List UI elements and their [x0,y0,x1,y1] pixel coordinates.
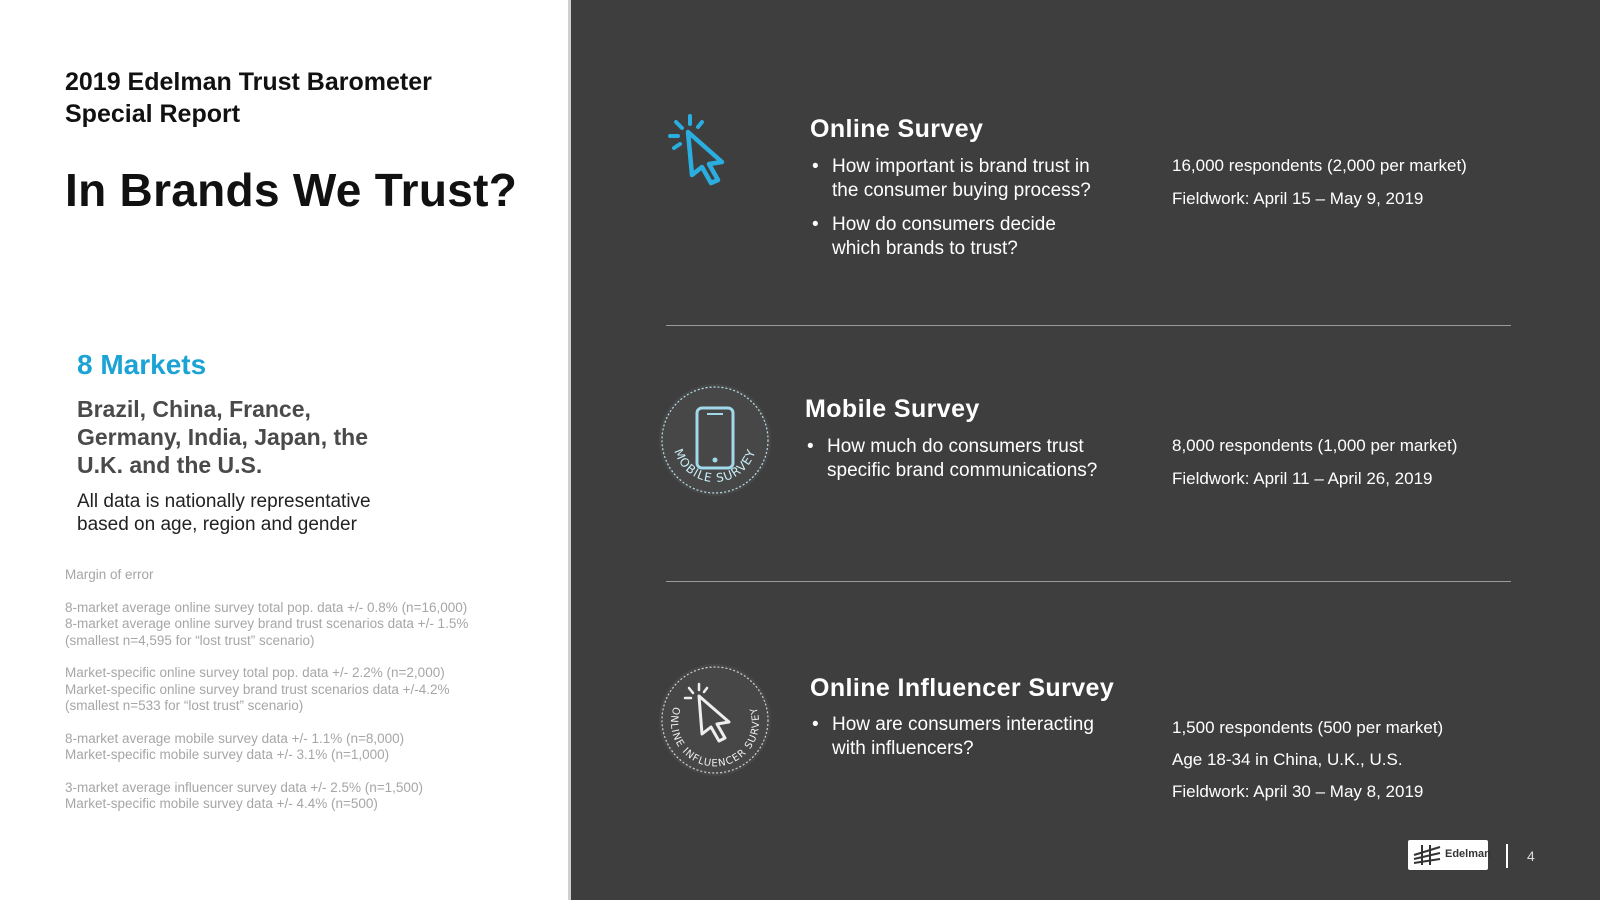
question-item [805,435,1115,483]
survey-info-fieldwork: Fieldwork: April 15 – May 9, 2019 [1172,189,1424,208]
moe-line: (smallest n=4,595 for “lost trust” scenario) [65,632,315,648]
survey-title-mobile: Mobile Survey [805,395,980,423]
logo-text: Edelman [1445,848,1491,860]
mobile-survey-badge [659,384,771,496]
question-list-influencer [810,713,1120,771]
moe-line: Market-specific mobile survey data +/- 4.4% (n=500) [65,796,378,811]
question-line: How are consumers interacting [832,714,1094,735]
survey-info-respondents: 8,000 respondents (1,000 per market) [1172,436,1458,455]
markets-list-line: Brazil, China, France, [77,396,311,422]
report-title-line: Special Report [65,100,241,128]
bullet-icon: • [807,436,814,457]
bullet-icon: • [812,714,819,735]
survey-title-online: Online Survey [810,115,984,143]
page-number: 4 [1527,848,1535,864]
influencer-survey-icon [659,664,771,776]
markets-note [77,490,437,536]
question-line: which brands to trust? [832,238,1018,259]
question-line: specific brand communications? [827,460,1098,481]
report-title-line: 2019 Edelman Trust Barometer [65,68,432,96]
cursor-click-icon [664,110,744,190]
edelman-logo [1408,840,1491,870]
question-list-online [810,155,1120,271]
moe-line: Market-specific mobile survey data +/- 3.1% (n=1,000) [65,747,390,762]
survey-info-fieldwork: Fieldwork: April 11 – April 26, 2019 [1172,469,1433,488]
question-item [810,713,1120,761]
survey-info-respondents: 16,000 respondents (2,000 per market) [1172,156,1467,175]
question-item [810,213,1120,261]
section-divider [666,581,1511,582]
section-divider [666,325,1511,326]
markets-title: 8 Markets [77,349,207,380]
edelman-logo-icon [1412,843,1442,867]
question-item [810,155,1120,203]
margin-of-error-heading: Margin of error [65,567,154,582]
svg-text:ONLINE INFLUENCER SURVEY [668,706,762,770]
question-line: How important is brand trust in [832,156,1090,177]
survey-info-respondents: 1,500 respondents (500 per market) [1172,718,1444,737]
survey-title-influencer: Online Influencer Survey [810,674,1115,702]
moe-group [65,600,545,650]
moe-line: Market-specific online survey total pop. data +/- 2.2% (n=2,000) [65,665,445,680]
markets-list-line: U.K. and the U.S. [77,452,263,478]
question-line: How much do consumers trust [827,436,1084,457]
moe-line: 8-market average mobile survey data +/- 1.1% (n=8,000) [65,730,405,746]
margin-of-error [65,567,545,829]
moe-line: Market-specific online survey brand trust scenarios data +/-4.2% [65,681,450,697]
bullet-icon: • [812,214,819,235]
page-title: In Brands We Trust? [65,164,518,216]
footer-divider [1506,844,1508,868]
moe-line: 8-market average online survey brand trust scenarios data +/- 1.5% [65,616,469,631]
markets-list-line: Germany, India, Japan, the [77,424,368,450]
influencer-survey-badge [659,664,771,776]
svg-text:MOBILE SURVEY [671,447,758,485]
markets-list [77,395,407,479]
question-line: the consumer buying process? [832,180,1091,201]
moe-group [65,665,545,715]
survey-info-fieldwork: Fieldwork: April 30 – May 8, 2019 [1172,782,1424,801]
question-line: with influencers? [832,738,974,759]
question-list-mobile [805,435,1115,493]
mobile-survey-icon [659,384,771,496]
moe-line: (smallest n=533 for “lost trust” scenario) [65,698,304,713]
moe-line: 3-market average influencer survey data +/- 2.5% (n=1,500) [65,779,423,795]
bullet-icon: • [812,156,819,177]
mobile-survey-badge-text: MOBILE SURVEY [671,446,759,486]
moe-group [65,731,545,764]
moe-group [65,780,545,813]
influencer-survey-badge-text: ONLINE INFLUENCER SURVEY [667,705,763,770]
markets-note-line: All data is nationally representative [77,491,371,512]
report-title [65,66,525,130]
survey-info-age: Age 18-34 in China, U.K., U.S. [1172,750,1403,769]
markets-note-line: based on age, region and gender [77,514,357,535]
question-line: How do consumers decide [832,214,1056,235]
moe-line: 8-market average online survey total pop. data +/- 0.8% (n=16,000) [65,599,468,615]
